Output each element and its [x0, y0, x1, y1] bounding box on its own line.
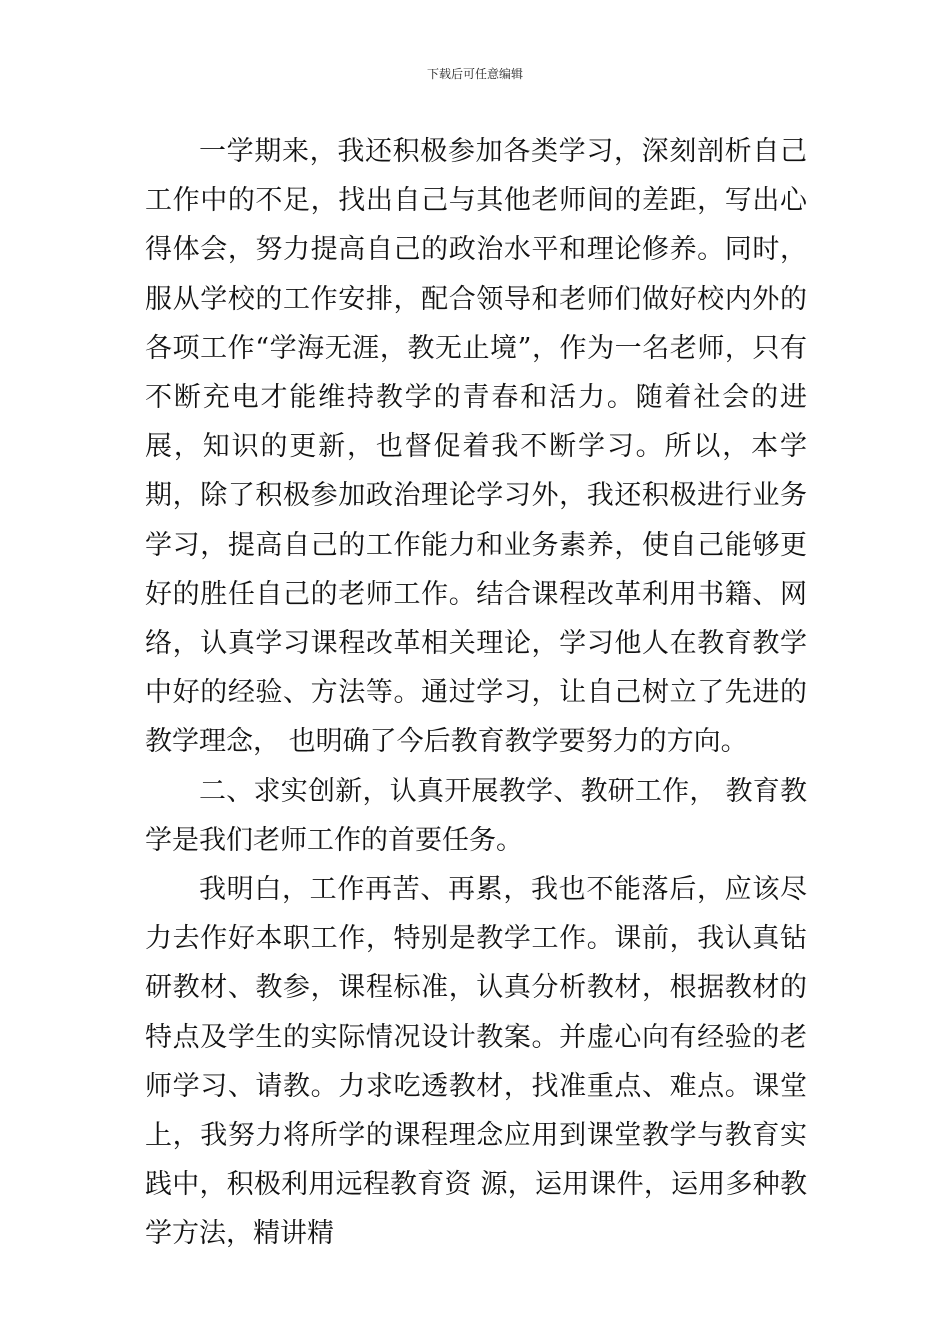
page-header: 下载后可任意编辑 — [426, 67, 523, 81]
paragraph-3: 我明白，工作再苦、再累，我也不能落后，应该尽力去作好本职工作，特别是教学工作。课前，我认真钻研教材、教参，课程标准，认真分析教材，根据教材的特点及学生的实际情况设计教案。并虚心向有经验的老师学习、请教。力求吃透教材，找准重点、难点。课堂上，我努力将所学的课程理念应用到课堂教学与教育实践中，积极利用远程教育资 源，运用课件，运用多种教学方法，精讲精 — [145, 874, 807, 1250]
document-body — [145, 127, 807, 1259]
paragraph-1: 一学期来，我还积极参加各类学习，深刻剖析自己工作中的不足，找出自己与其他老师间的差距，写出心得体会，努力提高自己的政治水平和理论修养。同时，服从学校的工作安排，配合领导和老师们做好校内外的各项工作“学海无涯，教无止境”，作为一名老师，只有不断充电才能维持教学的青春和活力。随着社会的进展，知识的更新，也督促着我不断学习。所以，本学期，除了积极参加政治理论学习外，我还积极进行业务学习，提高自己的工作能力和业务素养，使自己能够更好的胜任自己的老师工作。结合课程改革利用书籍、网络，认真学习课程改革相关理论，学习他人在教育教学中好的经验、方法等。通过学习，让自己树立了先进的教学理念， 也明确了今后教育教学要努力的方向。 — [145, 136, 807, 758]
paragraph-2: 二、求实创新，认真开展教学、教研工作， 教育教学是我们老师工作的首要任务。 — [145, 775, 807, 856]
